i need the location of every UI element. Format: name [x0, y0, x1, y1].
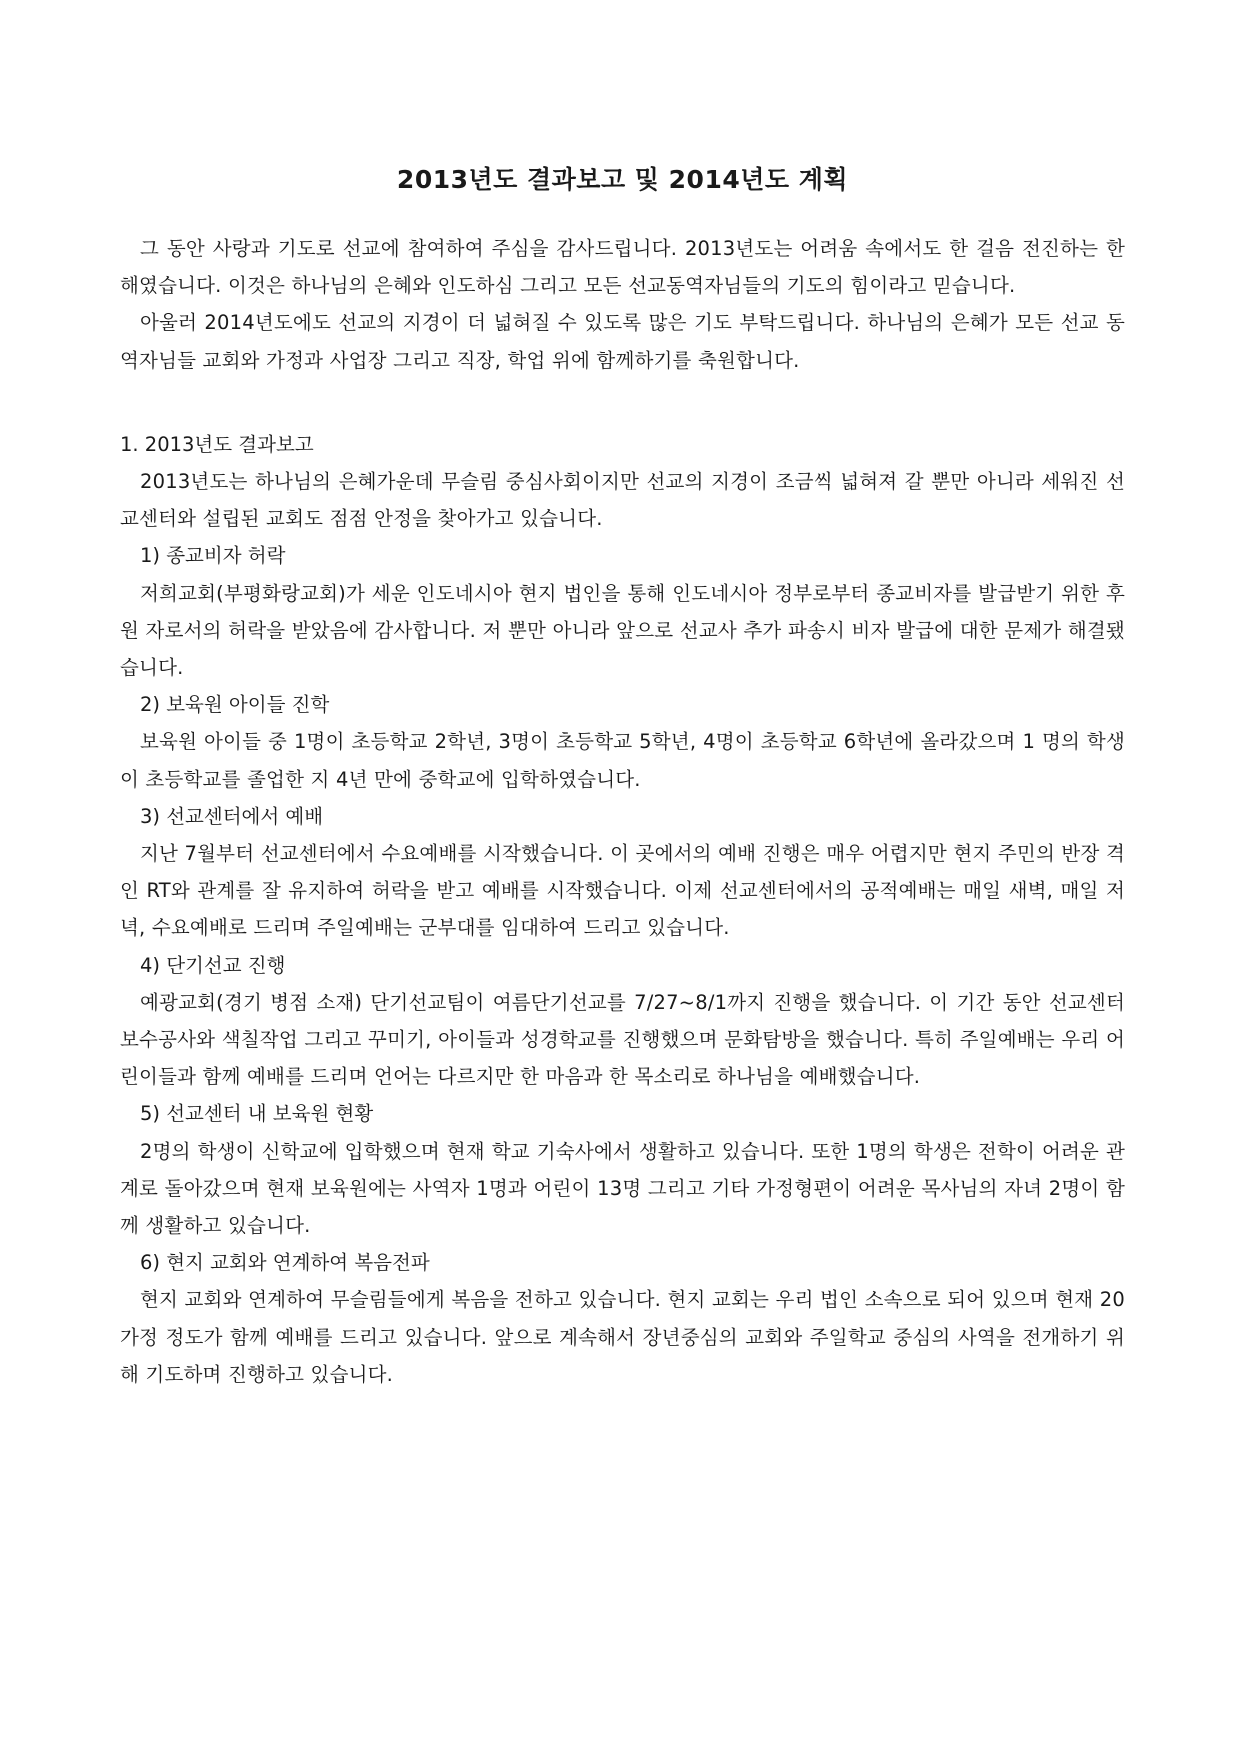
- intro-paragraph-1: 그 동안 사랑과 기도로 선교에 참여하여 주심을 감사드립니다. 2013년도는 어려움 속에서도 한 걸음 전진하는 한 해였습니다. 이것은 하나님의 은혜와 인도하심 그리고 모든 선교동역자님들의 기도의 힘이라고 믿습니다.: [120, 237, 1125, 298]
- item-heading-school: 2) 보육원 아이들 진학: [140, 693, 330, 717]
- item-heading-short-term-mission: 4) 단기선교 진행: [140, 953, 286, 977]
- item-heading-visa: 1) 종교비자 허락: [140, 544, 286, 568]
- section-spacer: [120, 379, 1125, 426]
- item-body-visa: 저희교회(부평화랑교회)가 세운 인도네시아 현지 법인을 통해 인도네시아 정부로부터 종교비자를 발급받기 위한 후원 자로서의 허락을 받았음에 감사합니다. 저 뿐만 아니라 앞으로 선교사 추가 파송시 비자 발급에 대한 문제가 해결됐습니다.: [120, 581, 1125, 680]
- section-heading: 1. 2013년도 결과보고: [120, 432, 314, 456]
- item-body-school: 보육원 아이들 중 1명이 초등학교 2학년, 3명이 초등학교 5학년, 4명이 초등학교 6학년에 올라갔으며 1 명의 학생이 초등학교를 졸업한 지 4년 만에 중학교에 입학하였습니다.: [120, 730, 1125, 791]
- item-body-orphanage: 2명의 학생이 신학교에 입학했으며 현재 학교 기숙사에서 생활하고 있습니다. 또한 1명의 학생은 전학이 어려운 관계로 돌아갔으며 현재 보육원에는 사역자 1명과 어린이 13명 그리고 기타 가정형편이 어려운 목사님의 자녀 2명이 함께 생활하고 있습니다.: [120, 1139, 1125, 1238]
- item-body-short-term-mission: 예광교회(경기 병점 소재) 단기선교팀이 여름단기선교를 7/27~8/1까지 진행을 했습니다. 이 기간 동안 선교센터 보수공사와 색칠작업 그리고 꾸미기, 아이들과 성경학교를 진행했으며 문화탐방을 했습니다. 특히 주일예배는 우리 어린이들과 함께 예배를 드리며 언어는 다르지만 한 마음과 한 목소리로 하나님을 예배했습니다.: [120, 990, 1125, 1089]
- item-body-worship: 지난 7월부터 선교센터에서 수요예배를 시작했습니다. 이 곳에서의 예배 진행은 매우 어렵지만 현지 주민의 반장 격인 RT와 관계를 잘 유지하여 허락을 받고 예배를 시작했습니다. 이제 선교센터에서의 공적예배는 매일 새벽, 매일 저녁, 수요예배로 드리며 주일예배는 군부대를 임대하여 드리고 있습니다.: [120, 842, 1125, 940]
- item-heading-orphanage: 5) 선교센터 내 보육원 현황: [140, 1102, 374, 1126]
- item-heading-worship: 3) 선교센터에서 예배: [140, 804, 324, 828]
- document-page: [120, 160, 1125, 1393]
- item-heading-local-church: 6) 현지 교회와 연계하여 복음전파: [140, 1251, 430, 1275]
- item-body-local-church: 현지 교회와 연계하여 무슬림들에게 복음을 전하고 있습니다. 현지 교회는 우리 법인 소속으로 되어 있으며 현재 20가정 정도가 함께 예배를 드리고 있습니다. 앞으로 계속해서 장년중심의 교회와 주일학교 중심의 사역을 전개하기 위해 기도하며 진행하고 있습니다.: [120, 1288, 1125, 1386]
- document-title: 2013년도 결과보고 및 2014년도 계획: [396, 165, 849, 194]
- section-summary: 2013년도는 하나님의 은혜가운데 무슬림 중심사회이지만 선교의 지경이 조금씩 넓혀져 갈 뿐만 아니라 세워진 선교센터와 설립된 교회도 점점 안정을 찾아가고 있습니다.: [120, 470, 1125, 531]
- intro-paragraph-2: 아울러 2014년도에도 선교의 지경이 더 넓혀질 수 있도록 많은 기도 부탁드립니다. 하나님의 은혜가 모든 선교 동역자님들 교회와 가정과 사업장 그리고 직장, 학업 위에 함께하기를 축원합니다.: [120, 311, 1125, 372]
